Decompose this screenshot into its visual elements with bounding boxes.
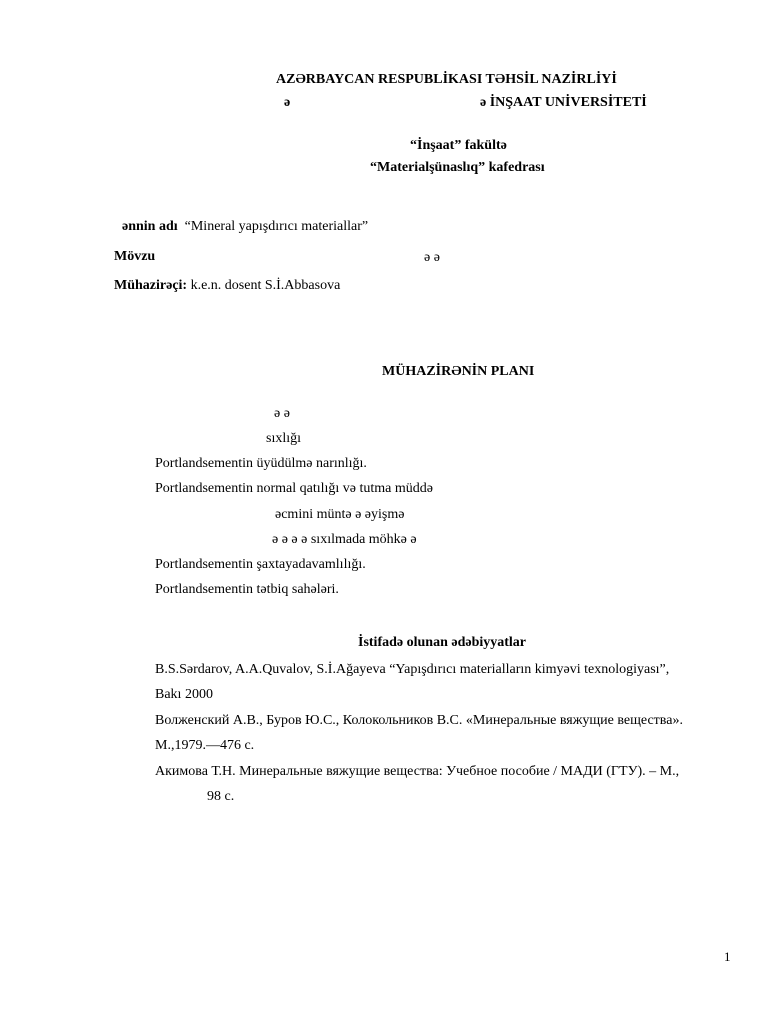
plan-item: əcmini müntə ə əyişmə <box>275 507 405 522</box>
course-label: ənnin adı <box>122 219 178 234</box>
course-value: “Mineral yapışdırıcı materiallar” <box>184 219 369 234</box>
literature-item-line: B.S.Sərdarov, A.A.Quvalov, S.İ.Ağayeva “Yapışdırıcı materialların kimyəvi texnologiyası”, <box>155 662 670 677</box>
lecturer-label: Mühazirəçi: <box>114 278 188 293</box>
topic-label: Mövzu <box>114 249 156 264</box>
lecturer-row <box>114 277 340 295</box>
plan-item: ə ə ə ə sıxılmada möhkə ə <box>272 532 417 547</box>
literature-item-line: Волженский А.В., Буров Ю.С., Колокольников В.С. «Минеральные вяжущие вещества». <box>155 713 683 728</box>
plan-title: MÜHAZİRƏNİN PLANI <box>382 364 535 379</box>
plan-item: ə ə <box>274 406 290 421</box>
plan-item: Portlandsementin tətbiq sahələri. <box>155 582 339 597</box>
literature-item-line: Акимова Т.Н. Минеральные вяжущие вещества: Учебное пособие / МАДИ (ГТУ). – М., <box>155 764 680 779</box>
plan-item: Portlandsementin normal qatılığı və tutma müddə <box>155 481 434 496</box>
faculty-title: “İnşaat” fakültə <box>410 138 507 153</box>
ministry-title: AZƏRBAYCAN RESPUBLİKASI TƏHSİL NAZİRLİYİ <box>276 72 617 87</box>
page-number: 1 <box>724 949 731 964</box>
literature-item-line: Bakı 2000 <box>155 687 213 702</box>
plan-item: Portlandsementin üyüdülmə narınlığı. <box>155 456 367 471</box>
plan-item: Portlandsementin şaxtayadavamlılığı. <box>155 557 366 572</box>
plan-item: sıxlığı <box>266 431 302 446</box>
university-title: ə İNŞAAT UNİVERSİTETİ <box>480 95 647 110</box>
literature-item-line: М.,1979.—476 с. <box>155 738 255 753</box>
university-fragment-a: ə <box>284 95 291 110</box>
literature-item-line: 98 с. <box>207 789 235 804</box>
lecturer-value: k.e.n. dosent S.İ.Abbasova <box>190 278 341 293</box>
department-title: “Materialşünaslıq” kafedrası <box>370 160 545 175</box>
literature-title: İstifadə olunan ədəbiyyatlar <box>358 635 527 650</box>
topic-value-fragment: ə ə <box>424 250 440 265</box>
course-row <box>122 218 368 236</box>
